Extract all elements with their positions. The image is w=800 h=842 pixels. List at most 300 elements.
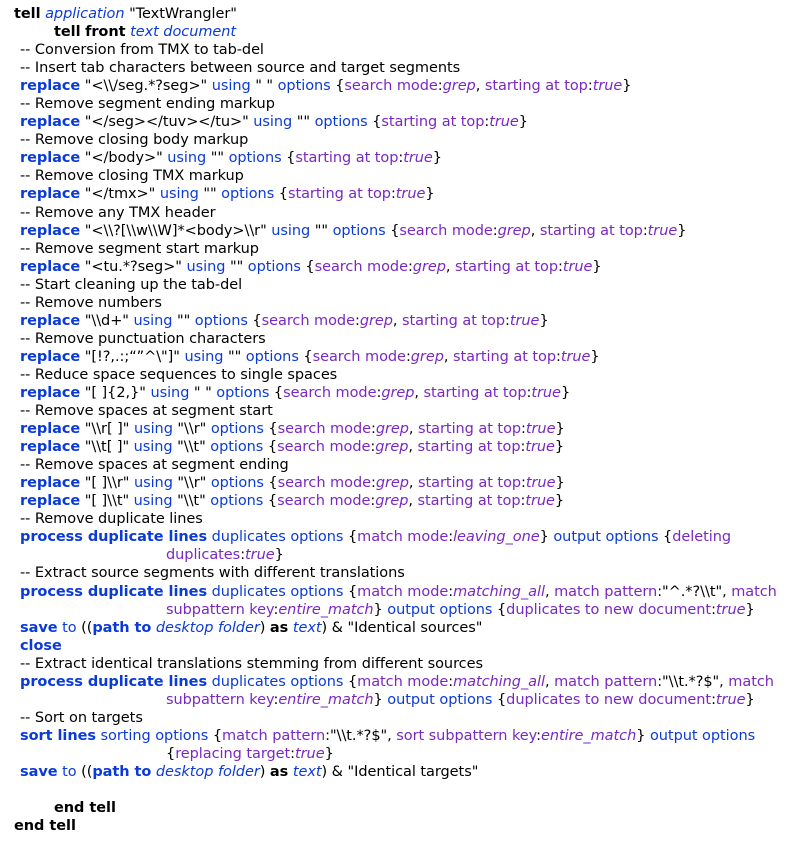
string-literal: "^.*?\\t": [662, 583, 723, 600]
parameter: options: [194, 312, 248, 329]
parameter: options: [210, 493, 264, 510]
enum-value: grep: [381, 384, 415, 401]
enum-value: true: [715, 691, 746, 708]
punctuation: ((: [76, 763, 93, 780]
code-line: [0, 799, 800, 817]
punctuation: {: [343, 529, 358, 546]
string-literal: "TextWrangler": [129, 6, 237, 22]
property: deleting: [672, 529, 732, 546]
string-literal: "<tu.*?seg>": [84, 258, 182, 275]
property: match mode: [357, 673, 449, 690]
code-line: [0, 222, 800, 240]
comment: -- Remove segment start markup: [20, 240, 259, 257]
property: starting at top: [453, 348, 556, 365]
punctuation: :: [437, 78, 443, 95]
code-line: [0, 348, 800, 366]
punctuation: :: [521, 475, 526, 492]
punctuation: :: [240, 547, 246, 564]
punctuation: :: [520, 439, 526, 456]
code-line: [0, 131, 800, 149]
parameter: output options: [553, 529, 659, 546]
property: starting at top: [287, 186, 391, 203]
string-literal: "<\\/seg.*?seg>": [84, 78, 208, 95]
enum-value: grep: [442, 78, 476, 95]
code-line: [0, 583, 800, 601]
enum-value: true: [525, 493, 555, 510]
punctuation: {: [367, 114, 382, 131]
command-keyword: process duplicate lines: [20, 673, 208, 690]
property: match: [731, 583, 777, 600]
parameter: using: [184, 348, 224, 365]
code-line: [0, 185, 800, 203]
punctuation: ) &: [321, 619, 348, 636]
enum-value: true: [525, 439, 555, 456]
property: search mode: [312, 348, 406, 365]
punctuation: }: [373, 601, 388, 618]
property: starting at top: [423, 384, 527, 401]
punctuation: ,: [719, 673, 729, 690]
property: duplicates to new document: [506, 601, 712, 618]
comment: -- Start cleaning up the tab-del: [20, 276, 243, 293]
punctuation: :: [657, 673, 663, 690]
enum-value: entire_match: [278, 601, 374, 618]
keyword: end tell: [54, 800, 116, 817]
punctuation: }: [432, 150, 442, 167]
code-line: [0, 420, 800, 438]
code-line: [0, 294, 800, 312]
string-literal: "[ ]\\r": [84, 475, 130, 492]
enum-value: grep: [412, 258, 446, 275]
parameter: using: [159, 186, 199, 203]
string-literal: "</seg></tuv></tu>": [84, 114, 249, 131]
string-literal: "": [227, 348, 242, 365]
comment: -- Remove numbers: [20, 294, 162, 311]
code-line: [0, 817, 800, 835]
class-name: text document: [130, 24, 237, 41]
parameter: options: [314, 114, 368, 131]
code-line: [0, 366, 800, 384]
parameter: using: [211, 78, 251, 95]
code-line: [0, 763, 800, 781]
comment: -- Remove closing TMX markup: [20, 168, 244, 185]
parameter: to: [62, 619, 77, 636]
punctuation: }: [745, 691, 755, 708]
command-keyword: process duplicate lines: [20, 583, 208, 600]
punctuation: ,: [475, 78, 485, 95]
punctuation: :: [407, 258, 413, 275]
property: search mode: [314, 258, 408, 275]
code-line: [0, 149, 800, 167]
punctuation: }: [539, 529, 554, 546]
string-literal: "\\r[ ]": [84, 421, 130, 438]
parameter: duplicates options: [211, 673, 344, 690]
class-name: application: [45, 6, 125, 22]
string-literal: "\\t.*?$": [662, 673, 720, 690]
string-literal: "\\t[ ]": [84, 439, 130, 456]
code-line: [0, 258, 800, 276]
string-literal: "Identical targets": [347, 763, 479, 780]
parameter: using: [133, 421, 173, 438]
punctuation: }: [622, 78, 632, 95]
punctuation: }: [555, 475, 565, 492]
keyword: tell: [54, 24, 81, 41]
punctuation: }: [274, 547, 284, 564]
code-line: [0, 655, 800, 673]
property: search mode: [344, 78, 438, 95]
punctuation: {: [269, 384, 284, 401]
code-line: [0, 510, 800, 528]
parameter: duplicates options: [211, 583, 344, 600]
enum-value: true: [295, 745, 325, 762]
punctuation: }: [592, 258, 602, 275]
punctuation: {: [274, 186, 288, 203]
enum-value: grep: [375, 421, 409, 438]
comment: -- Remove segment ending markup: [20, 96, 275, 113]
code-line: [0, 745, 800, 763]
command-keyword: replace: [20, 475, 81, 492]
property: match: [728, 673, 774, 690]
property: match pattern: [554, 673, 658, 690]
property: subpattern key: [166, 691, 274, 708]
parameter: options: [210, 421, 264, 438]
punctuation: ,: [544, 673, 555, 690]
code-line: [0, 601, 800, 619]
punctuation: :: [484, 114, 490, 131]
string-literal: "": [203, 186, 217, 203]
punctuation: :: [405, 348, 411, 365]
enum-value: grep: [375, 439, 409, 456]
class-name: desktop folder: [155, 763, 260, 780]
punctuation: ): [259, 763, 270, 780]
string-literal: "\\t": [177, 439, 206, 456]
punctuation: ): [259, 619, 270, 636]
punctuation: {: [343, 583, 358, 600]
comment: -- Extract identical translations stemming from different sources: [20, 655, 483, 672]
parameter: using: [133, 475, 173, 492]
code-line: [0, 59, 800, 77]
punctuation: ) &: [321, 763, 348, 780]
property: match mode: [357, 529, 449, 546]
comment: -- Remove duplicate lines: [20, 511, 203, 528]
string-literal: "[ ]\\t": [84, 493, 130, 510]
enum-value: true: [489, 114, 519, 131]
punctuation: :: [642, 222, 648, 239]
punctuation: }: [373, 691, 388, 708]
enum-value: true: [509, 312, 540, 329]
string-literal: "Identical sources": [347, 619, 483, 636]
punctuation: {: [263, 493, 278, 510]
keyword: front: [85, 24, 126, 41]
punctuation: :: [370, 421, 376, 438]
enum-value: grep: [497, 222, 531, 239]
punctuation: :: [711, 601, 716, 618]
punctuation: }: [560, 384, 571, 401]
string-literal: "</body>": [84, 150, 163, 167]
enum-value: true: [562, 258, 593, 275]
enum-value: matching_all: [453, 583, 545, 600]
comment: -- Conversion from TMX to tab-del: [20, 42, 264, 59]
punctuation: {: [263, 475, 278, 492]
punctuation: :: [521, 421, 526, 438]
punctuation: {: [281, 150, 296, 167]
string-literal: "\\t.*?$": [329, 727, 388, 744]
enum-value: entire_match: [278, 691, 374, 708]
code-line: [0, 113, 800, 131]
punctuation: ,: [408, 421, 419, 438]
punctuation: :: [526, 384, 532, 401]
parameter: options: [247, 258, 301, 275]
property: search mode: [277, 439, 371, 456]
enum-value: true: [560, 348, 591, 365]
punctuation: ,: [408, 475, 419, 492]
comment: -- Remove any TMX header: [20, 204, 216, 221]
enum-value: true: [647, 222, 678, 239]
parameter: options: [332, 222, 386, 239]
punctuation: {: [263, 439, 278, 456]
command-keyword: replace: [20, 439, 81, 456]
punctuation: {: [385, 222, 400, 239]
command-keyword: replace: [20, 150, 81, 167]
punctuation: :: [290, 745, 296, 762]
string-literal: "[!?,.:;“”^\"]": [84, 348, 180, 365]
class-name: desktop folder: [155, 619, 260, 636]
parameter: output options: [387, 691, 493, 708]
parameter: output options: [387, 601, 493, 618]
code-line: [0, 438, 800, 456]
punctuation: {: [247, 312, 262, 329]
punctuation: :: [657, 583, 663, 600]
class-name: text: [292, 763, 322, 780]
string-literal: "": [314, 222, 329, 239]
parameter: using: [167, 150, 207, 167]
punctuation: ((: [76, 619, 93, 636]
comment: -- Remove spaces at segment start: [20, 403, 273, 420]
punctuation: :: [398, 150, 404, 167]
parameter: options: [210, 439, 264, 456]
punctuation: {: [208, 727, 223, 744]
punctuation: :: [354, 312, 360, 329]
enum-value: true: [403, 150, 433, 167]
punctuation: :: [448, 673, 454, 690]
punctuation: ,: [387, 727, 397, 744]
code-line: [0, 330, 800, 348]
code-line: [0, 637, 800, 655]
punctuation: }: [745, 601, 755, 618]
punctuation: :: [370, 493, 376, 510]
code-line: [0, 546, 800, 564]
punctuation: :: [273, 691, 279, 708]
parameter: options: [221, 186, 275, 203]
command-keyword: replace: [20, 258, 81, 275]
code-line: [0, 691, 800, 709]
punctuation: ,: [408, 493, 418, 510]
parameter: options: [245, 348, 299, 365]
command-keyword: replace: [20, 348, 81, 365]
enum-value: true: [525, 475, 556, 492]
code-line: [0, 77, 800, 95]
property: search mode: [277, 475, 371, 492]
code-line: [0, 384, 800, 402]
class-name: text: [292, 619, 322, 636]
punctuation: ,: [408, 439, 418, 456]
parameter: options: [228, 150, 282, 167]
property: search mode: [277, 493, 371, 510]
enum-value: true: [715, 601, 746, 618]
punctuation: {: [330, 78, 345, 95]
command-keyword: replace: [20, 78, 81, 95]
parameter: options: [216, 384, 270, 401]
parameter: using: [253, 114, 293, 131]
enum-value: leaving_one: [453, 529, 540, 546]
parameter: options: [210, 475, 264, 492]
property: match mode: [357, 583, 449, 600]
property: starting at top: [417, 493, 521, 510]
parameter: using: [186, 258, 226, 275]
property: replacing target: [175, 745, 291, 762]
code-line: [0, 23, 800, 41]
string-literal: "\\r": [177, 421, 207, 438]
punctuation: {: [343, 673, 358, 690]
code-line: [0, 41, 800, 59]
keyword: as: [269, 619, 289, 636]
punctuation: :: [492, 222, 498, 239]
code-line: [0, 492, 800, 510]
parameter: options: [277, 78, 331, 95]
property: starting at top: [539, 222, 643, 239]
command-keyword: replace: [20, 186, 81, 203]
enum-value: true: [245, 547, 275, 564]
comment: -- Insert tab characters between source and target segments: [20, 60, 461, 77]
code-line: [0, 402, 800, 420]
command-keyword: replace: [20, 421, 81, 438]
string-literal: "<\\?[\\w\\W]*<body>\\r": [84, 222, 267, 239]
comment: -- Remove closing body markup: [20, 132, 249, 149]
punctuation: {: [300, 258, 315, 275]
enum-value: grep: [359, 312, 393, 329]
code-line: [0, 727, 800, 745]
code-line: [0, 673, 800, 691]
punctuation: {: [492, 691, 507, 708]
enum-value: true: [531, 384, 561, 401]
string-literal: "[ ]{2,}": [84, 384, 146, 401]
command-keyword: replace: [20, 493, 81, 510]
property: starting at top: [418, 421, 522, 438]
punctuation: :: [376, 384, 382, 401]
command-keyword: replace: [20, 312, 81, 329]
property: starting at top: [417, 439, 521, 456]
punctuation: :: [325, 727, 330, 744]
command-keyword: save: [20, 619, 58, 636]
punctuation: :: [558, 258, 563, 275]
command-keyword: save: [20, 763, 58, 780]
string-literal: "": [229, 258, 244, 275]
code-line: [0, 564, 800, 582]
code-line: [0, 456, 800, 474]
property: search mode: [283, 384, 377, 401]
parameter: output options: [649, 727, 756, 744]
comment: -- Reduce space sequences to single spaces: [20, 366, 338, 383]
punctuation: :: [587, 78, 593, 95]
enum-value: grep: [375, 493, 409, 510]
code-line: [0, 474, 800, 492]
property: search mode: [399, 222, 493, 239]
code-line: [0, 240, 800, 258]
property: starting at top: [418, 475, 522, 492]
property: search mode: [277, 421, 371, 438]
string-literal: "\\t": [177, 493, 206, 510]
punctuation: :: [370, 475, 376, 492]
code-line: [0, 619, 800, 637]
parameter: using: [133, 312, 173, 329]
command-keyword: sort lines: [20, 727, 96, 744]
punctuation: :: [370, 439, 376, 456]
property: duplicates: [166, 547, 241, 564]
code-line: [0, 709, 800, 727]
property: subpattern key: [166, 601, 274, 618]
code-line: [0, 204, 800, 222]
property: duplicates to new document: [506, 691, 712, 708]
punctuation: :: [390, 186, 396, 203]
code-line: [0, 312, 800, 330]
enum-value: grep: [410, 348, 444, 365]
property: starting at top: [484, 78, 588, 95]
punctuation: {: [492, 601, 507, 618]
code-line: [0, 167, 800, 185]
punctuation: :: [556, 348, 561, 365]
property: match pattern: [554, 583, 658, 600]
property: starting at top: [381, 114, 485, 131]
property: starting at top: [455, 258, 559, 275]
punctuation: }: [425, 186, 435, 203]
punctuation: }: [590, 348, 600, 365]
enum-value: true: [592, 78, 623, 95]
code-line: [0, 781, 800, 799]
keyword: end tell: [14, 818, 76, 835]
string-literal: "": [176, 312, 191, 329]
punctuation: {: [658, 529, 673, 546]
enum-value: matching_all: [453, 673, 545, 690]
code-line: [0, 95, 800, 113]
string-literal: "</tmx>": [84, 186, 156, 203]
string-literal: " ": [193, 384, 212, 401]
punctuation: :: [536, 727, 541, 744]
command-keyword: close: [20, 637, 62, 654]
punctuation: ,: [722, 583, 732, 600]
comment: -- Remove spaces at segment ending: [20, 457, 289, 474]
code-line: [0, 528, 800, 546]
keyword: as: [269, 763, 289, 780]
parameter: using: [271, 222, 311, 239]
string-literal: " ": [255, 78, 274, 95]
punctuation: {: [166, 745, 176, 762]
punctuation: }: [555, 421, 565, 438]
punctuation: }: [636, 727, 650, 744]
parameter: to: [62, 763, 77, 780]
punctuation: }: [677, 222, 687, 239]
string-literal: "\\r": [177, 475, 207, 492]
parameter: using: [133, 439, 173, 456]
property: starting at top: [402, 312, 506, 329]
parameter: using: [133, 493, 173, 510]
comment: -- Remove punctuation characters: [20, 330, 266, 347]
command-keyword: replace: [20, 114, 81, 131]
punctuation: :: [273, 601, 279, 618]
punctuation: }: [539, 312, 549, 329]
parameter: sorting options: [100, 727, 209, 744]
command-keyword: path to: [92, 619, 152, 636]
code-line: [0, 276, 800, 294]
punctuation: }: [518, 114, 528, 131]
